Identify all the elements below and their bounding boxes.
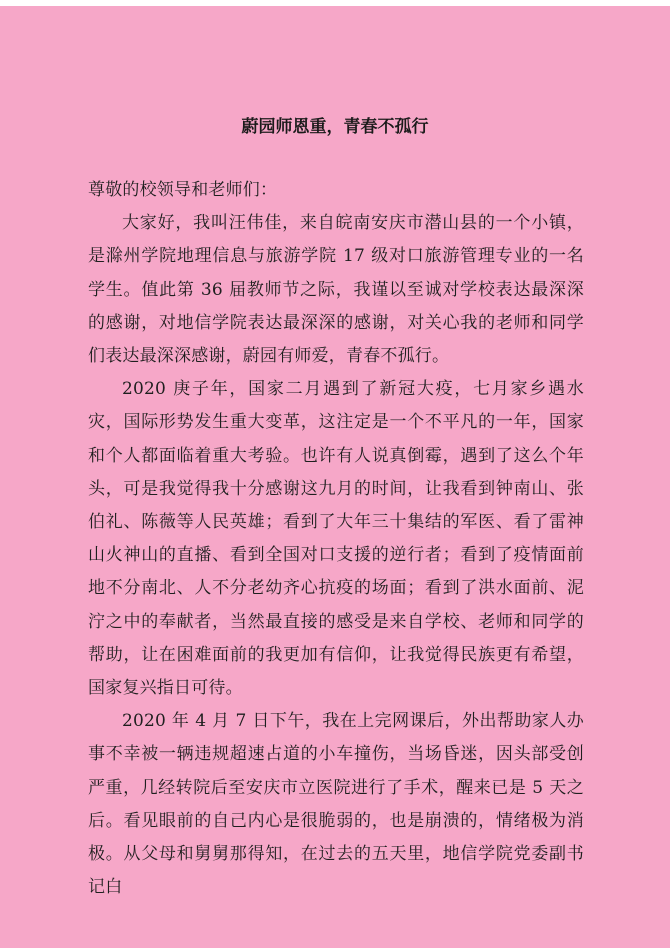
paragraph-3: 2020 年 4 月 7 日下午，我在上完网课后，外出帮助家人办事不幸被一辆违规超速占道的小车撞伤，当场昏迷，因头部受创严重，几经转院后至安庆市立医院进行了手术，醒来已是 5 天之后。看见眼前的自己内心是很脆弱的，也是崩溃的，情绪极为消极。从父母和舅舅那得知，在过去的五天里，地信学院党委副书记白: [88, 711, 584, 898]
document-title: 蔚园师恩重，青春不孤行: [241, 117, 429, 137]
document-page: [0, 6, 670, 948]
paragraph-1: 大家好，我叫汪伟佳，来自皖南安庆市潜山县的一个小镇，是滁州学院地理信息与旅游学院 17 级对口旅游管理专业的一名学生。值此第 36 届教师节之际，我谨以至诚对学校表达最深深的感谢，对地信学院表达最深深的感谢，对关心我的老师和同学们表达最深深感谢，蔚园有师爱，青春不孤行。: [88, 213, 584, 367]
document-body: [88, 174, 584, 904]
salutation: 尊敬的校领导和老师们：: [88, 180, 278, 200]
paragraph-2: 2020 庚子年，国家二月遇到了新冠大疫，七月家乡遇水灾，国际形势发生重大变革，这注定是一个不平凡的一年，国家和个人都面临着重大考验。也许有人说真倒霉，遇到了这么个年头，可是我觉得我十分感谢这九月的时间，让我看到钟南山、张伯礼、陈薇等人民英雄；看到了大年三十集结的军医、看了雷神山火神山的直播、看到全国对口支援的逆行者；看到了疫情面前地不分南北、人不分老幼齐心抗疫的场面；看到了洪水面前、泥泞之中的奉献者，当然最直接的感受是来自学校、老师和同学的帮助，让在困难面前的我更加有信仰，让我觉得民族更有希望，国家复兴指日可待。: [88, 379, 584, 699]
